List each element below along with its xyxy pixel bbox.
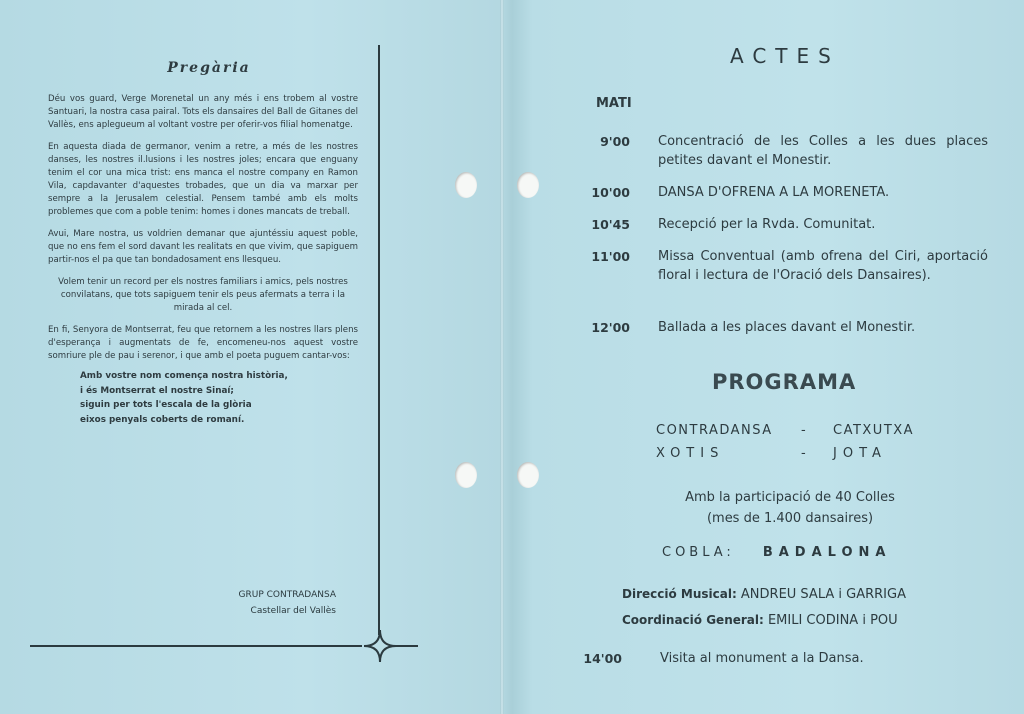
punch-hole: [455, 462, 477, 488]
schedule-time: 9'00: [600, 134, 630, 149]
prayer-title: Pregària: [167, 60, 251, 76]
dance-name: CATXUTXA: [833, 423, 915, 438]
dance-name: JOTA: [833, 446, 887, 461]
schedule-text: DANSA D'OFRENA A LA MORENETA.: [658, 185, 890, 200]
actes-heading: ACTES: [730, 44, 840, 68]
credit-label: Direcció Musical:: [622, 587, 737, 601]
verse-line: i és Montserrat el nostre Sinaí;: [80, 385, 234, 396]
dance-name: CONTRADANSA: [656, 423, 773, 438]
dance-row: [656, 446, 887, 461]
prayer-paragraph: Déu vos guard, Verge Morenetal un any més i ens trobem al vostre Santuari, la nostra casa pairal. Tots els dansaires del Ball de Gitanes del Vallès, ens aplegueum al voltant vostre per oferir-vos filial homenatge.: [48, 94, 358, 130]
participation-line: (mes de 1.400 dansaires): [706, 511, 874, 526]
prayer-paragraph: Volem tenir un record per els nostres familiars i amics, pels nostres convilatans, que tots sapiguem tenir els peus afermats a terra i la mirada al cel.: [58, 277, 348, 313]
center-fold: [500, 0, 504, 714]
schedule-time: 10'45: [591, 217, 630, 232]
schedule-text: Recepció per la Rvda. Comunitat.: [658, 217, 876, 232]
prayer-paragraph: En aquesta diada de germanor, venim a retre, a més de les nostres danses, les nostres il.lusions i les nostres joles; encara que enguany tenim el cor una mica trist: ens manca el nostre company en Ramon Vila, capdavanter d'aquestes trobades, que un dia va marxar per sempre a la Jerusalem celestial. Pensem també amb els molts problemes que com a poble tenim: homes i dones mancats de treball.: [48, 142, 358, 217]
punch-hole: [455, 172, 477, 198]
border-horizontal: [30, 645, 362, 647]
signature-place: Castellar del Vallès: [250, 606, 336, 616]
dance-name: XOTIS: [656, 446, 725, 461]
participation-line: Amb la participació de 40 Colles: [685, 490, 895, 505]
schedule-time: 11'00: [591, 249, 630, 264]
credit-line: [622, 613, 898, 628]
cobla-label: COBLA:: [662, 545, 735, 560]
schedule-text: Ballada a les places davant el Monestir.: [658, 320, 916, 335]
credit-value: EMILI CODINA i POU: [767, 613, 898, 628]
cobla-name: BADALONA: [762, 545, 892, 560]
corner-ornament-icon: [362, 628, 398, 664]
verse-line: Amb vostre nom comença nostra història,: [80, 371, 288, 381]
verse-line: siguin per tots l'escala de la glòria: [80, 400, 252, 410]
punch-hole: [517, 462, 539, 488]
dance-separator: -: [801, 423, 808, 438]
prayer-paragraph: Avui, Mare nostra, us voldrien demanar que ajuntéssiu aquest poble, que no ens fem el sord davant les realitats en que vivim, que sapiguem partir-nos el pa que tan bondadosament ens llesqueu.: [48, 229, 358, 265]
dance-separator: -: [801, 446, 812, 461]
credit-value: ANDREU SALA i GARRIGA: [740, 587, 906, 602]
schedule-time: 10'00: [591, 185, 630, 200]
mati-label: MATI: [596, 96, 632, 111]
cobla-line: [662, 545, 891, 560]
schedule-text: Visita al monument a la Dansa.: [660, 651, 864, 666]
verse-line: eixos penyals coberts de romaní.: [80, 414, 245, 425]
schedule-time: 12'00: [591, 320, 630, 335]
credit-label: Coordinació General:: [622, 613, 764, 627]
signature-group: GRUP CONTRADANSA: [238, 590, 336, 600]
credit-line: [622, 587, 906, 602]
signature: [48, 587, 336, 619]
dance-row: [656, 423, 914, 438]
border-horizontal-end: [396, 645, 418, 647]
schedule-text: Concentració de les Colles a les dues places petites davant el Monestir.: [658, 134, 988, 168]
prayer-paragraph: En fi, Senyora de Montserrat, feu que retornem a les nostres llars plens d'esperança i augmentats de fe, encomeneu-nos aquest vostre somriure ple de pau i serenor, i que amb el poeta puguem cantar-vos:: [48, 325, 358, 361]
schedule-time: 14'00: [583, 651, 622, 666]
schedule-text: Missa Conventual (amb ofrena del Ciri, aportació floral i lectura de l'Oració dels Dansaires).: [658, 249, 988, 283]
programa-heading: PROGRAMA: [712, 370, 857, 394]
punch-hole: [517, 172, 539, 198]
prayer-panel: [48, 62, 358, 427]
prayer-verse: [48, 369, 358, 427]
border-vertical: [378, 45, 380, 635]
